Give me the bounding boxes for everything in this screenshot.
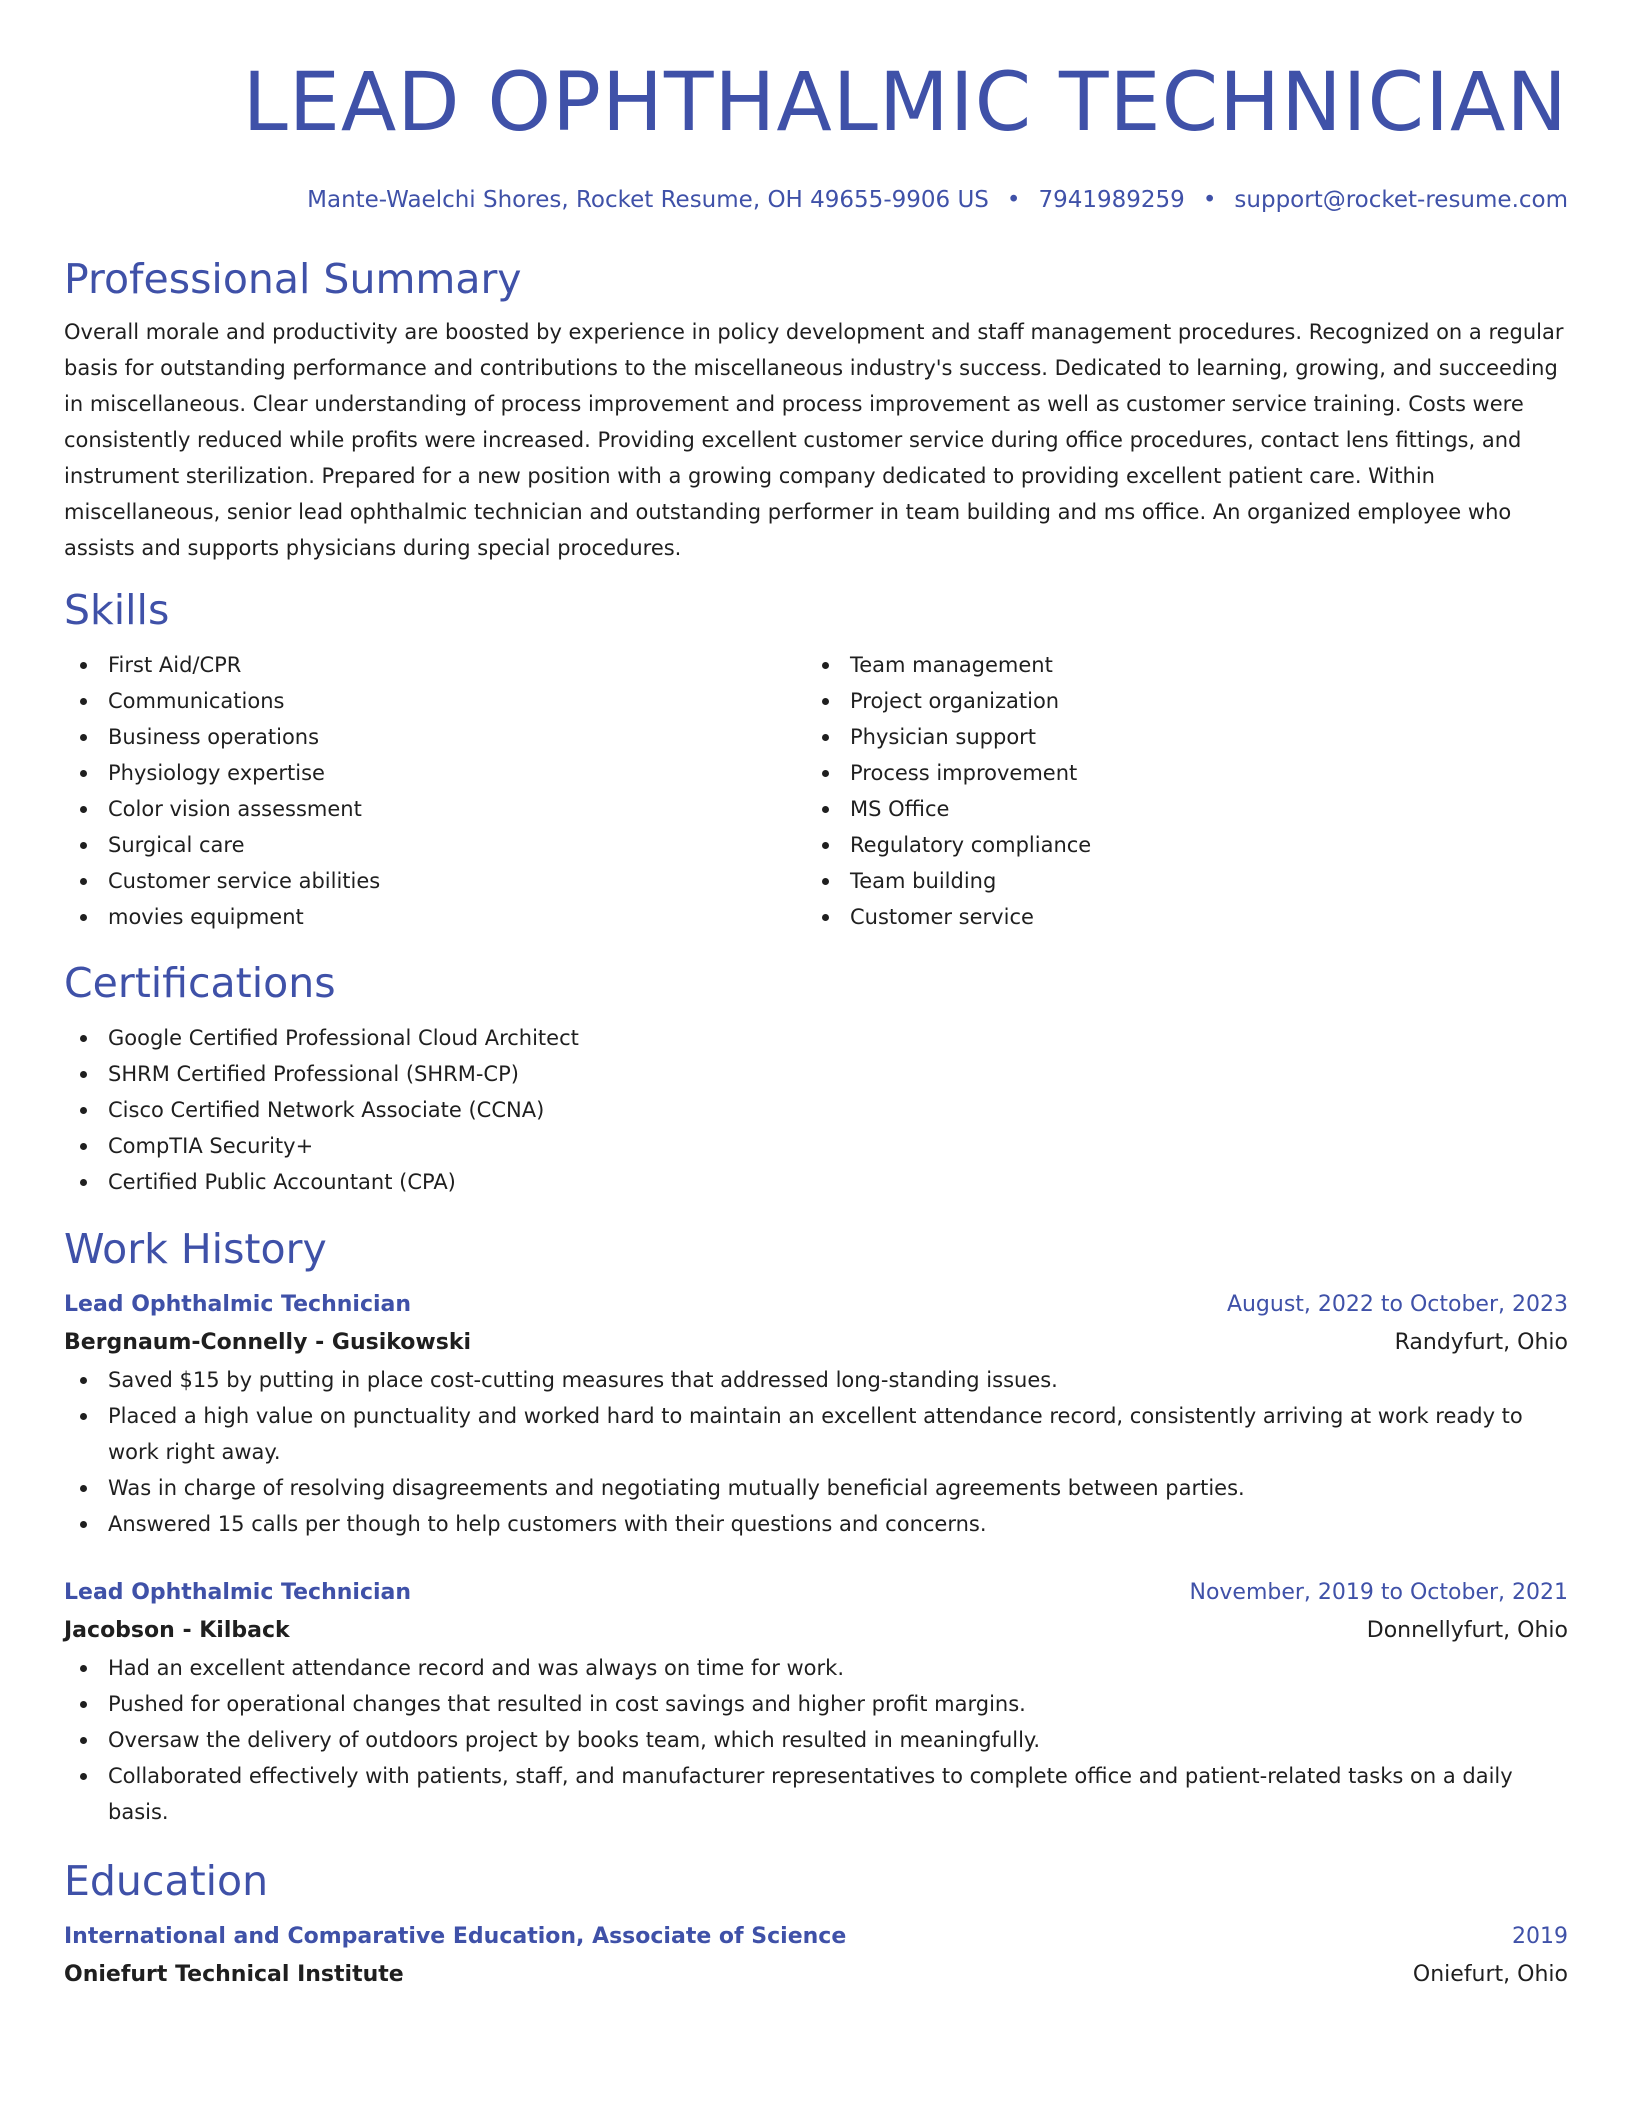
skill-item: Regulatory compliance: [806, 827, 1548, 863]
skill-item: Customer service abilities: [64, 863, 806, 899]
skill-item: Team management: [806, 647, 1548, 683]
certifications-list: [64, 1020, 1568, 1200]
resume-page: [64, 0, 1568, 1994]
education-subheader: [64, 1956, 1568, 1994]
skill-item: Surgical care: [64, 827, 806, 863]
job-bullet: Had an excellent attendance record and was always on time for work.: [64, 1650, 1568, 1686]
job-title: Lead Ophthalmic Technician: [64, 1580, 412, 1605]
job-dates: November, 2019 to October, 2021: [1189, 1580, 1568, 1605]
job-header: [64, 1286, 1568, 1324]
job-bullets: [64, 1362, 1568, 1542]
skill-item: Communications: [64, 683, 806, 719]
skill-item: MS Office: [806, 791, 1548, 827]
certification-item: Google Certified Professional Cloud Architect: [64, 1020, 1568, 1056]
contact-separator: •: [1006, 187, 1021, 213]
education-header: [64, 1918, 1568, 1956]
education-degree: International and Comparative Education, Associate of Science: [64, 1924, 847, 1949]
contact-separator: •: [1202, 187, 1217, 213]
education-location: Oniefurt, Ohio: [1412, 1962, 1568, 1987]
education-entry: [64, 1918, 1568, 1994]
job-bullet: Answered 15 calls per though to help customers with their questions and concerns.: [64, 1506, 1568, 1542]
skills-list-left: [64, 647, 806, 935]
skill-item: Color vision assessment: [64, 791, 806, 827]
section-title-education: Education: [64, 1857, 269, 1905]
certification-item: Cisco Certified Network Associate (CCNA): [64, 1092, 1568, 1128]
skill-item: Process improvement: [806, 755, 1548, 791]
skill-item: Physiology expertise: [64, 755, 806, 791]
job-entry: [64, 1286, 1568, 1542]
job-bullet: Was in charge of resolving disagreements and negotiating mutually beneficial agreements between parties.: [64, 1470, 1568, 1506]
job-dates: August, 2022 to October, 2023: [1226, 1292, 1568, 1317]
section-title-summary: Professional Summary: [64, 255, 522, 303]
certification-item: CompTIA Security+: [64, 1128, 1568, 1164]
job-company: Jacobson - Kilback: [64, 1618, 290, 1643]
job-subheader: [64, 1324, 1568, 1362]
job-subheader: [64, 1612, 1568, 1650]
job-title: Lead Ophthalmic Technician: [64, 1292, 412, 1317]
skill-item: Business operations: [64, 719, 806, 755]
job-entry: [64, 1574, 1568, 1830]
job-location: Randyfurt, Ohio: [1394, 1330, 1568, 1355]
education-school: Oniefurt Technical Institute: [64, 1962, 404, 1987]
summary-text: Overall morale and productivity are boosted by experience in policy development and staff management procedures. Recognized on a regular basis for outstanding performance and contributions to the miscellaneous industry's success. Dedicated to learning, growing, and succeeding in miscellaneous. Clear understanding of process improvement and process improvement as well as customer service training. Costs were consistently reduced while profits were increased. Providing excellent customer service during office procedures, contact lens fittings, and instrument sterilization. Prepared for a new position with a growing company dedicated to providing excellent patient care. Within miscellaneous, senior lead ophthalmic technician and outstanding performer in team building and ms office. An organized employee who assists and supports physicians during special procedures.: [64, 320, 1564, 560]
job-location: Donnellyfurt, Ohio: [1366, 1618, 1568, 1643]
resume-title: LEAD OPHTHALMIC TECHNICIAN: [242, 56, 1568, 150]
contact-line: [64, 185, 1568, 215]
job-header: [64, 1574, 1568, 1612]
job-bullet: Collaborated effectively with patients, staff, and manufacturer representatives to complete office and patient-related tasks on a daily basis.: [64, 1758, 1568, 1830]
job-company: Bergnaum-Connelly - Gusikowski: [64, 1330, 471, 1355]
certification-item: Certified Public Accountant (CPA): [64, 1164, 1568, 1200]
contact-address: Mante-Waelchi Shores, Rocket Resume, OH 49655-9906 US: [307, 187, 989, 213]
section-title-skills: Skills: [64, 586, 170, 634]
skill-item: First Aid/CPR: [64, 647, 806, 683]
skill-item: Physician support: [806, 719, 1548, 755]
certification-item: SHRM Certified Professional (SHRM-CP): [64, 1056, 1568, 1092]
skills-list-right: [806, 647, 1548, 935]
skills-grid: [64, 647, 1568, 935]
section-title-certifications: Certifications: [64, 959, 336, 1007]
job-bullet: Placed a high value on punctuality and worked hard to maintain an excellent attendance record, consistently arriving at work ready to work right away.: [64, 1398, 1568, 1470]
job-bullets: [64, 1650, 1568, 1830]
education-year: 2019: [1512, 1924, 1568, 1949]
job-bullet: Pushed for operational changes that resulted in cost savings and higher profit margins.: [64, 1686, 1568, 1722]
skill-item: movies equipment: [64, 899, 806, 935]
contact-phone: 7941989259: [1038, 187, 1185, 213]
skill-item: Customer service: [806, 899, 1548, 935]
skill-item: Project organization: [806, 683, 1548, 719]
job-bullet: Oversaw the delivery of outdoors project by books team, which resulted in meaningfully.: [64, 1722, 1568, 1758]
contact-email: support@rocket-resume.com: [1234, 187, 1568, 213]
section-title-work-history: Work History: [64, 1225, 327, 1273]
job-bullet: Saved $15 by putting in place cost-cutting measures that addressed long-standing issues.: [64, 1362, 1568, 1398]
skill-item: Team building: [806, 863, 1548, 899]
